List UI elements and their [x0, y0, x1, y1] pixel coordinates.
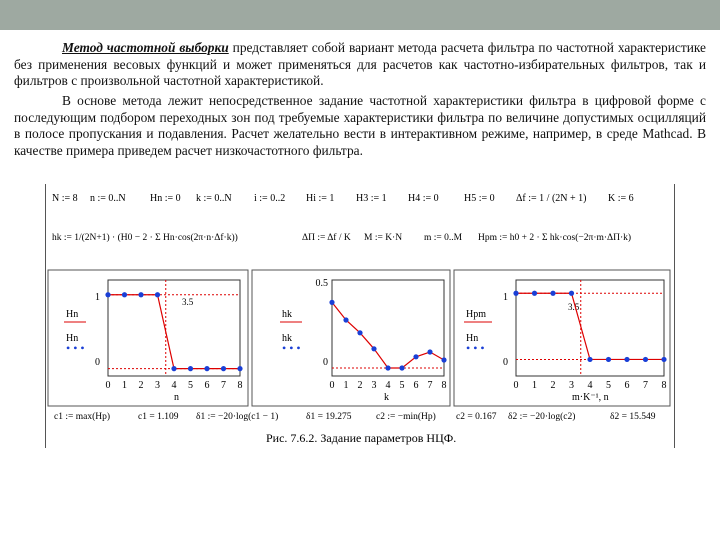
plot2-xtick-2: 2 — [357, 380, 363, 391]
plot2-point-7 — [427, 349, 432, 354]
plot1-ylabel-bottom: Hn — [66, 333, 79, 344]
plot2-xtick-7: 7 — [427, 380, 433, 391]
result-c1-def: c1 := max(Hp) — [54, 412, 111, 422]
result-c2: c2 = 0.167 — [456, 412, 497, 422]
plot3-ytick-1: 1 — [503, 292, 508, 303]
plot1-xtick-0: 0 — [105, 380, 111, 391]
plot1-series-line — [108, 295, 240, 369]
plot2-series-line — [332, 302, 444, 368]
plot2-point-5 — [399, 365, 404, 370]
formula-K: K := 6 — [608, 193, 634, 204]
figure-mathcad — [45, 184, 675, 448]
plot2-point-0 — [329, 300, 334, 305]
plot1-point-8 — [237, 366, 242, 371]
plot3-xtick-3: 3 — [569, 380, 574, 391]
plot2-xlabel: k — [384, 392, 389, 403]
plot-Hn — [48, 270, 248, 406]
plot3-point-3 — [569, 291, 574, 296]
plot3-point-4 — [587, 357, 592, 362]
figure-canvas — [46, 184, 674, 448]
plot1-xtick-7: 7 — [221, 380, 226, 391]
plot3-series-line — [516, 293, 664, 359]
plot2-ytick-0: 0 — [323, 357, 328, 368]
plot3-xlabel: m·K⁻¹, n — [572, 392, 609, 403]
plot2-ylabel-bottom: hk — [282, 333, 292, 344]
plot1-annotation: 3.5 — [182, 297, 194, 307]
method-title: Метод частотной выборки — [62, 40, 229, 55]
plot2-point-3 — [371, 346, 376, 351]
plot3-xtick-7: 7 — [643, 380, 648, 391]
plot2-point-6 — [413, 354, 418, 359]
formula-hk: hk := 1/(2N+1) · (H0 − 2 · Σ Hn·cos(2π·n·Δf·k)) — [52, 233, 238, 243]
plot3-ylabel-bottom: Hn — [466, 333, 479, 344]
plot1-xtick-4: 4 — [171, 380, 177, 391]
plot3-point-1 — [532, 291, 537, 296]
plot1-ytick-0: 0 — [95, 357, 100, 368]
plot2-xtick-4: 4 — [385, 380, 391, 391]
plot1-xtick-2: 2 — [138, 380, 144, 391]
plot1-point-4 — [171, 366, 176, 371]
plot1-xtick-6: 6 — [204, 380, 210, 391]
result-c2-def: c2 := −min(Hp) — [376, 412, 436, 422]
result-d1: δ1 = 19.275 — [306, 412, 352, 422]
plot3-xtick-4: 4 — [587, 380, 593, 391]
plot2-point-4 — [385, 365, 390, 370]
plot1-point-5 — [188, 366, 193, 371]
formula-m-range: m := 0..M — [424, 233, 463, 243]
paragraph-method: В основе метода лежит непосредственное задание частотной характеристики фильтра в цифровой форме с последующим подбором переходных зон под требуемые характеристики фильтра по величине допустимых осцилляций в полосе пропускания и подавления. Расчет желательно вести в интерактивном режиме, например, в среде Mathcad. В качестве примера приведем расчет низкочастотного фильтра. — [14, 93, 706, 158]
formula-N: N := 8 — [52, 193, 78, 204]
plot3-point-5 — [606, 357, 611, 362]
result-d2-def: δ2 := −20·log(c2) — [508, 412, 576, 422]
formula-M: M := K·N — [364, 233, 403, 243]
plot1-xlabel: n — [174, 392, 179, 403]
formula-k-range: k := 0..N — [196, 193, 232, 204]
paragraph-intro — [14, 40, 706, 90]
plot2-xtick-5: 5 — [399, 380, 405, 391]
plot2-point-1 — [343, 317, 348, 322]
result-d1-def: δ1 := −20·log(c1 − 1) — [196, 412, 279, 422]
formula-delta-pi: ΔΠ := Δf / K — [302, 233, 351, 243]
plot1-point-0 — [105, 292, 110, 297]
plot1-point-3 — [155, 292, 160, 297]
plot2-xtick-6: 6 — [413, 380, 419, 391]
plot3-point-8 — [661, 357, 666, 362]
plot2-point-8 — [441, 357, 446, 362]
plot1-ytick-1: 1 — [95, 292, 100, 303]
intro-text: представляет собой вариант метода расчета фильтра по частотной характеристике без применения весовых функций и может применяться для расчетов как частотно-избирательных фильтров, так и фильтров с произвольной частотной характеристикой. — [14, 40, 706, 89]
result-c1: c1 = 1.109 — [138, 412, 179, 422]
plot3-ylabel-top: Hpm — [466, 309, 486, 320]
plot3-point-2 — [550, 291, 555, 296]
plot3-annotation: 3.5 — [568, 302, 580, 312]
plot-hk — [252, 270, 450, 406]
plot3-xtick-6: 6 — [624, 380, 630, 391]
formula-H4: H4 := 0 — [408, 193, 439, 204]
svg-text:• • •: • • • — [466, 341, 485, 355]
plot3-xtick-5: 5 — [606, 380, 611, 391]
plot2-ylabel-top: hk — [282, 309, 292, 320]
plot3-xtick-8: 8 — [661, 380, 667, 391]
plot2-xtick-8: 8 — [441, 380, 447, 391]
plot3-xtick-1: 1 — [532, 380, 537, 391]
plot3-point-0 — [513, 291, 518, 296]
plot1-xtick-5: 5 — [188, 380, 193, 391]
svg-text:• • •: • • • — [282, 341, 301, 355]
result-d2: δ2 = 15.549 — [610, 412, 656, 422]
formula-n-range: n := 0..N — [90, 193, 126, 204]
svg-text:• • •: • • • — [66, 341, 85, 355]
plot2-point-2 — [357, 330, 362, 335]
plot2-xtick-0: 0 — [329, 380, 335, 391]
plot3-xtick-0: 0 — [513, 380, 519, 391]
plot3-point-7 — [643, 357, 648, 362]
formula-delta-f: Δf := 1 / (2N + 1) — [516, 193, 587, 204]
plot3-xtick-2: 2 — [550, 380, 556, 391]
formula-Hi: Hi := 1 — [306, 193, 335, 204]
plot-Hpm — [454, 270, 670, 406]
plot2-xtick-1: 1 — [343, 380, 349, 391]
plot1-point-1 — [122, 292, 127, 297]
plot3-ytick-0: 0 — [503, 357, 508, 368]
plot1-point-7 — [221, 366, 226, 371]
figure-caption: Рис. 7.6.2. Задание параметров НЦФ. — [266, 431, 457, 445]
plot1-xtick-8: 8 — [237, 380, 243, 391]
plot1-xtick-1: 1 — [122, 380, 127, 391]
plot1-point-2 — [138, 292, 143, 297]
plot2-xtick-3: 3 — [371, 380, 377, 391]
plot1-xtick-3: 3 — [155, 380, 160, 391]
top-bar — [0, 0, 720, 30]
formula-Hn: Hn := 0 — [150, 193, 181, 204]
formula-H3: H3 := 1 — [356, 193, 387, 204]
plot1-ylabel-top: Hn — [66, 309, 79, 320]
formula-Hpm: Hpm := h0 + 2 · Σ hk·cos(−2π·m·ΔΠ·k) — [478, 233, 632, 243]
plot2-ytick-05: 0.5 — [315, 278, 328, 289]
formula-i-range: i := 0..2 — [254, 193, 286, 204]
formula-H5: H5 := 0 — [464, 193, 495, 204]
plot1-point-6 — [204, 366, 209, 371]
plot3-point-6 — [624, 357, 629, 362]
